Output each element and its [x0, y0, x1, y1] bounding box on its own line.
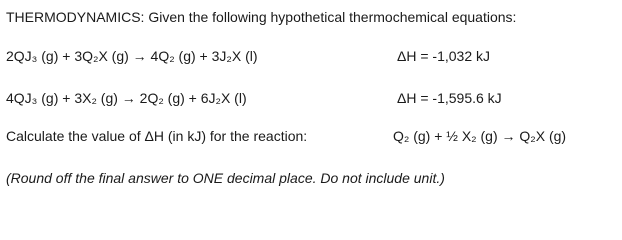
- equation-2-delta-h: ΔH = -1,595.6 kJ: [397, 90, 502, 106]
- target-reaction: Q₂ (g) + ½ X₂ (g) → Q₂X (g): [393, 128, 567, 144]
- rounding-note: (Round off the final answer to ONE decimal place. Do not include unit.): [6, 170, 445, 186]
- equation-1-delta-h: ΔH = -1,032 kJ: [397, 48, 491, 64]
- question-text: Calculate the value of ΔH (in kJ) for the reaction:: [6, 128, 308, 144]
- problem-intro: THERMODYNAMICS: Given the following hypothetical thermochemical equations:: [6, 9, 517, 25]
- equation-1: 2QJ₃ (g) + 3Q₂X (g) → 4Q₂ (g) + 3J₂X (l): [6, 48, 258, 64]
- equation-2: 4QJ₃ (g) + 3X₂ (g) → 2Q₂ (g) + 6J₂X (l): [6, 90, 247, 106]
